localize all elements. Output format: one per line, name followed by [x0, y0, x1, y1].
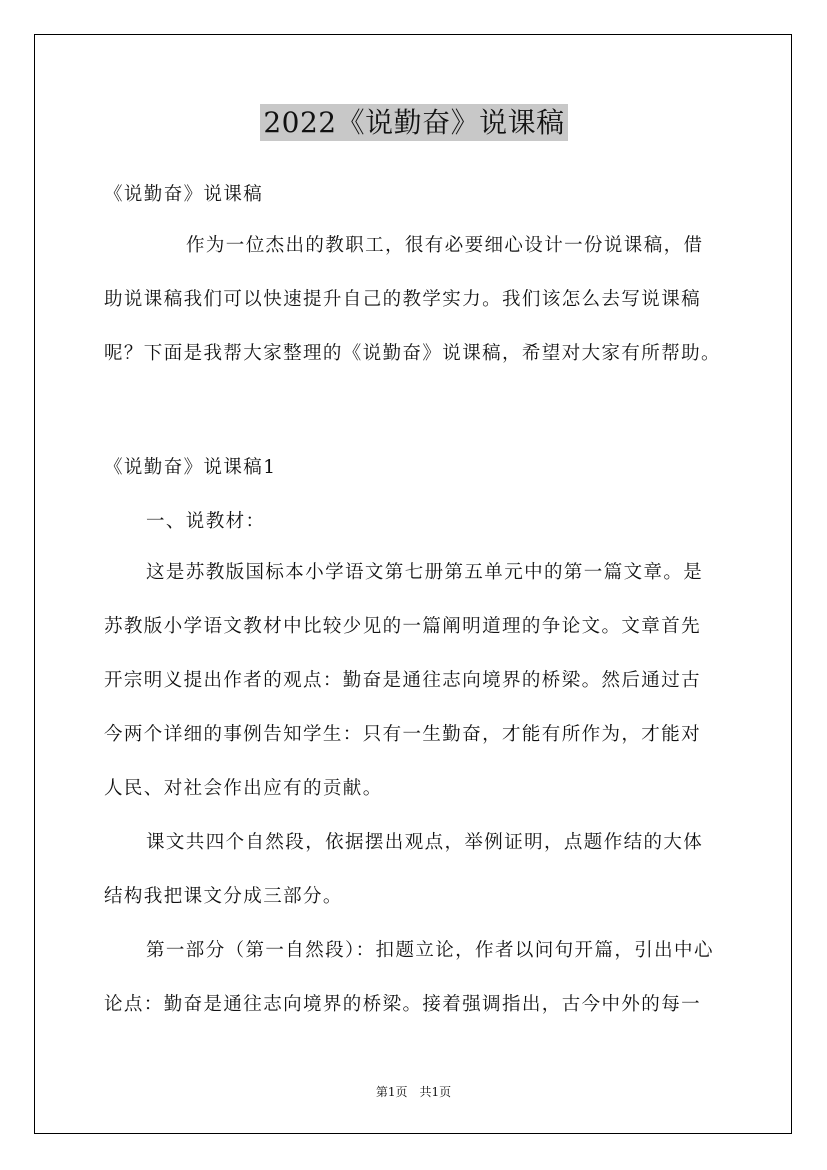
paragraph-line: 人民、对社会作出应有的贡献。 [104, 778, 383, 799]
paragraph-line: 这是苏教版国标本小学语文第七册第五单元中的第一篇文章。是 [146, 562, 704, 583]
paragraph-line: 呢？下面是我帮大家整理的《说勤奋》说课稿，希望对大家有所帮助。 [104, 343, 721, 364]
paragraph-line: 第一部分（第一自然段）：扣题立论，作者以问句开篇，引出中心 [146, 940, 714, 961]
paragraph-structure [104, 831, 744, 939]
document-subtitle: 《说勤奋》说课稿 [104, 184, 264, 205]
part-heading: 一、说教材： [146, 511, 266, 532]
paragraph-line: 课文共四个自然段，依据摆出观点，举例证明，点题作结的大体 [146, 832, 704, 853]
page-number-footer: 第1页 共1页 [375, 1085, 452, 1099]
section-heading: 《说勤奋》说课稿1 [104, 457, 277, 478]
paragraph-line: 作为一位杰出的教职工，很有必要细心设计一份说课稿，借 [186, 235, 704, 256]
paragraph-line: 论点：勤奋是通往志向境界的桥梁。接着强调指出，古今中外的每一 [104, 994, 702, 1015]
paragraph-textbook [104, 561, 744, 831]
paragraph-part-one [104, 939, 744, 1047]
paragraph-line: 助说课稿我们可以快速提升自己的教学实力。我们该怎么去写说课稿 [104, 289, 702, 310]
paragraph-line: 苏教版小学语文教材中比较少见的一篇阐明道理的争论文。文章首先 [104, 616, 702, 637]
paragraph-line: 开宗明义提出作者的观点：勤奋是通往志向境界的桥梁。然后通过古 [104, 670, 702, 691]
intro-paragraph [104, 234, 744, 396]
paragraph-line: 今两个详细的事例告知学生：只有一生勤奋，才能有所作为，才能对 [104, 724, 702, 745]
document-title: 2022《说勤奋》说课稿 [260, 104, 568, 141]
paragraph-line: 结构我把课文分成三部分。 [104, 886, 343, 907]
